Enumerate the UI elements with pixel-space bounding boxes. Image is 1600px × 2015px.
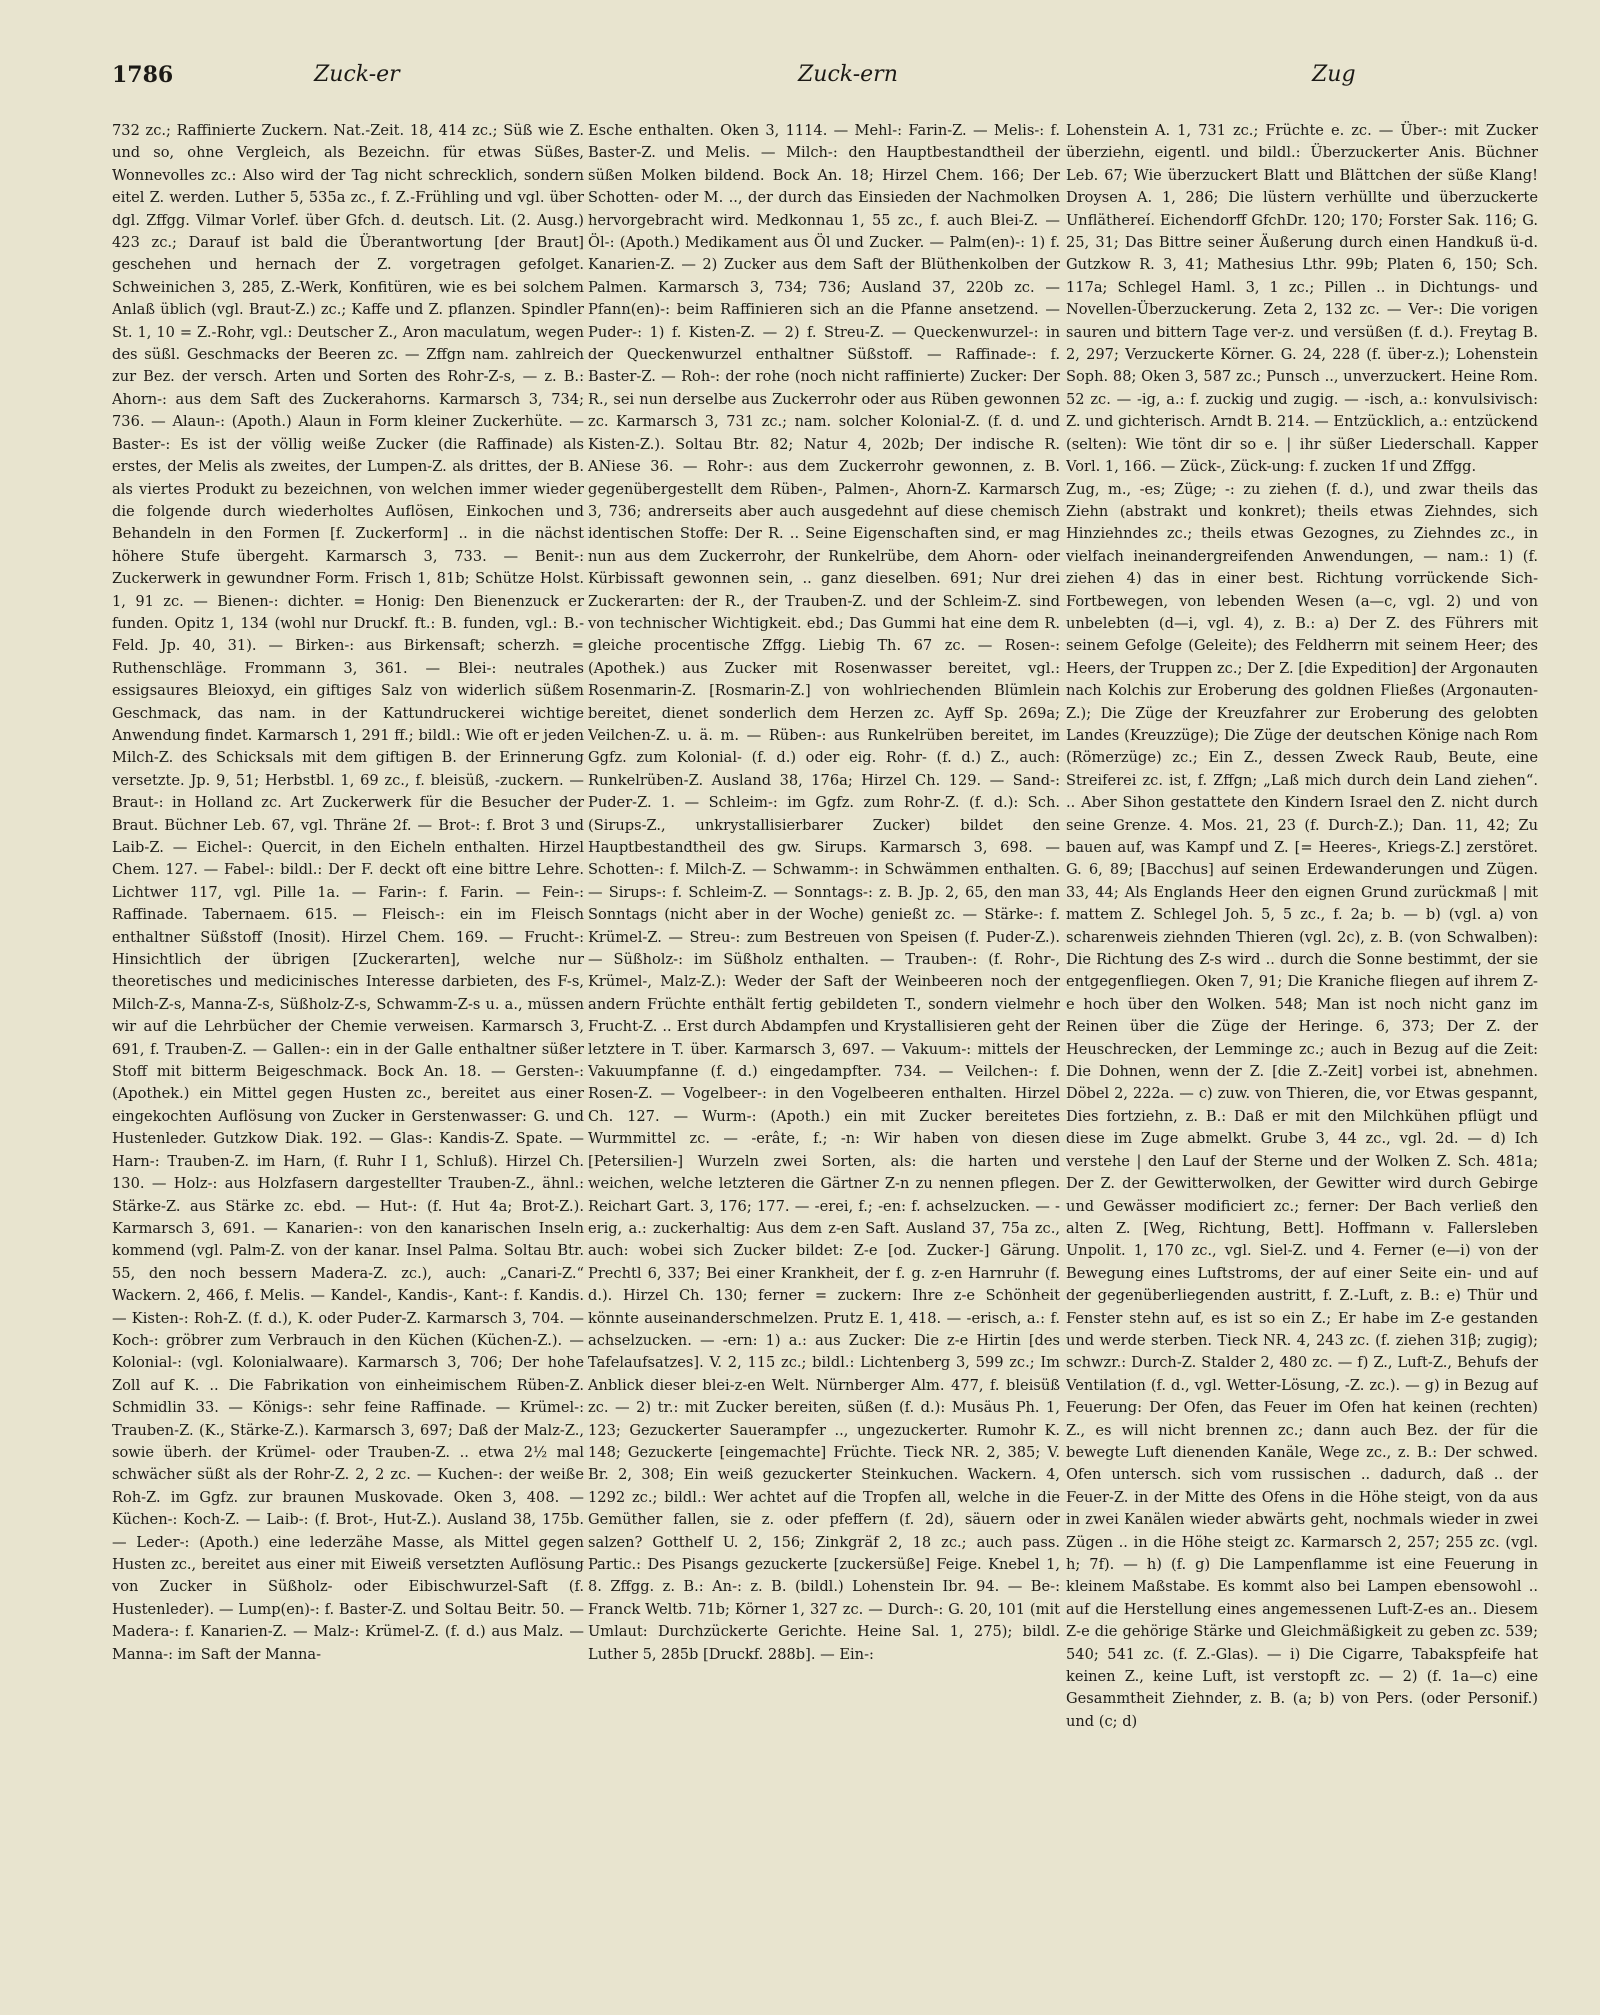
text-column-middle bbox=[588, 120, 1060, 2000]
column-text: Zug, m., -es; Züge; -: zu ziehen (f. d.), und zwar theils das Ziehn (abstrakt und konkret); theils etwas Ziehndes, sich Hinziehndes zc.; theils etwas Gezognes, zu Ziehndes zc., in vielfach ineinandergreifenden Anwendungen, — nam.: 1) (f. ziehen 4) das in einer best. Richtung vorrückende Sich-Fortbewegen, von lebenden Wesen (a—c, vgl. 2) und von unbelebten (d—i, vgl. 4), z. B.: a) Der Z. des Führers mit seinem Gefolge (Geleite); des Feldherrn mit seinem Heer; des Heers, der Truppen zc.; Der Z. [die Expedition] der Argonauten nach Kolchis zur Eroberung des goldnen Fließes (Argonauten-Z.); Die Züge der Kreuzfahrer zur Eroberung des gelobten Landes (Kreuzzüge); Die Züge der deutschen Könige nach Rom (Römerzüge) zc.; Ein Z., dessen Zweck Raub, Beute, eine Streiferei zc. ist, f. Zffgn; „Laß mich durch dein Land ziehen“. .. Aber Sihon gestattete den Kindern Israel den Z. nicht durch seine Grenze. 4. Mos. 21, 23 (f. Durch-Z.); Dan. 11, 42; Zu bauen auf, was Kampf und Z. [= Heeres-, Kriegs-Z.] zerstöret. G. 6, 89; [Bacchus] auf seinen Erdewanderungen und Zügen. 33, 44; Als Englands Heer den eignen Grund zurückmaß | mit mattem Z. Schlegel Joh. 5, 5 zc., f. 2a; b. — b) (vgl. a) von scharenweis ziehnden Thieren (vgl. 2c), z. B. (von Schwalben): Die Richtung des Z-s wird .. durch die Sonne bestimmt, der sie entgegenfliegen. Oken 7, 91; Die Kraniche fliegen auf ihrem Z-e hoch über den Wolken. 548; Man ist noch nicht ganz im Reinen über die Züge der Heringe. 6, 373; Der Z. der Heuschrecken, der Lemminge zc.; auch in Bezug auf die Zeit: Die Dohnen, wenn der Z. [die Z.-Zeit] vorbei ist, abnehmen. Döbel 2, 222a. — c) zuw. von Thieren, die, vor Etwas gespannt, Dies fortziehn, z. B.: Daß er mit den Milchkühen pflügt und diese im Zuge abmelkt. Grube 3, 44 zc., vgl. 2d. — d) Ich verstehe | den Lauf der Sterne und der Wolken Z. Sch. 481a; Der Z. der Gewitterwolken, der Gewitter wird durch Gebirge und Gewässer modificiert zc.; ferner: Der Bach verließ den alten Z. [Weg, Richtung, Bett]. Hoffmann v. Fallersleben Unpolit. 1, 170 zc., vgl. Siel-Z. und 4. Ferner (e—i) von der Bewegung eines Luftstroms, der auf einer Seite ein- und auf der gegenüberliegenden austritt, f. Z.-Luft, z. B.: e) Thür und Fenster stehn auf, es ist so ein Z.; Er habe im Z-e gestanden und werde sterben. Tieck NR. 4, 243 zc. (f. ziehen 31β; zugig); schwzr.: Durch-Z. Stalder 2, 480 zc. — f) Z., Luft-Z., Behufs der Ventilation (f. d., vgl. Wetter-Lösung, -Z. zc.). — g) in Bezug auf Feuerung: Der Ofen, das Feuer im Ofen hat keinen (rechten) Z., es will nicht brennen zc.; dann auch Bez. der für die bewegte Luft dienenden Kanäle, Wege zc., z. B.: Der schwed. Ofen untersch. sich vom russischen .. dadurch, daß .. der Feuer-Z. in der Mitte des Ofens in die Höhe steigt, von da aus in zwei Kanälen wieder abwärts geht, nochmals wieder in zwei Zügen .. in die Höhe steigt zc. Karmarsch 2, 257; 255 zc. (vgl. h; 7f). — h) (f. g) Die Lampenflamme ist eine Feuerung in kleinem Maßstabe. Es kommt also bei Lampen ebensowohl .. auf die Herstellung eines angemessenen Luft-Z-es an.. Diesem Z-e die gehörige Stärke und Gleichmäßigkeit zu geben zc. 539; 540; 541 zc. (f. Z.-Glas). — i) Die Cigarre, Tabakspfeife hat keinen Z., keine Luft, ist verstopft zc. — 2) (f. 1a—c) eine Gesammtheit Ziehnder, z. B. (a; b) von Pers. (oder Personif.) und (c; d) bbox=[1066, 480, 1538, 1730]
center-headword: Zuck-ern bbox=[798, 62, 898, 87]
column-text: 732 zc.; Raffinierte Zuckern. Nat.-Zeit. 18, 414 zc.; Süß wie Z. und so, ohne Vergleich, als Bezeichn. für etwas Süßes, Wonnevolles zc.: Also wird der Tag nicht schrecklich, sondern eitel Z. werden. Luther 5, 535a zc., f. Z.-Frühling und vgl. über dgl. Zffgg. Vilmar Vorlef. über Gfch. d. deutsch. Lit. (2. Ausg.) 423 zc.; Darauf ist bald die Überantwortung [der Braut] geschehen und hernach der Z. vorgetragen gefolget. Schweinichen 3, 285, Z.-Werk, Konfitüren, wie es bei solchem Anlaß üblich (vgl. Braut-Z.) zc.; Kaffe und Z. pflanzen. Spindler St. 1, 10 = Z.-Rohr, vgl.: Deutscher Z., Aron maculatum, wegen des süßl. Geschmacks der Beeren zc. — Zffgn nam. zahlreich zur Bez. der versch. Arten und Sorten des Rohr-Z-s, — z. B.: Ahorn-: aus dem Saft des Zuckerahorns. Karmarsch 3, 734; 736. — Alaun-: (Apoth.) Alaun in Form kleiner Zuckerhüte. — Baster-: Es ist der völlig weiße Zucker (die Raffinade) als erstes, der Melis als zweites, der Lumpen-Z. als drittes, der B. als viertes Produkt zu bezeichnen, von welchen immer wieder die folgende durch wiederholtes Auflösen, Einkochen und Behandeln in den Formen [f. Zuckerform] .. in die nächst höhere Stufe übergeht. Karmarsch 3, 733. — Benit-: Zuckerwerk in gewundner Form. Frisch 1, 81b; Schütze Holst. 1, 91 zc. — Bienen-: dichter. = Honig: Den Bienenzuck er funden. Opitz 1, 134 (wohl nur Druckf. ft.: B. funden, vgl.: B.-Feld. Jp. 40, 31). — Birken-: aus Birkensaft; scherzh. = Ruthenschläge. Frommann 3, 361. — Blei-: neutrales essigsaures Bleioxyd, ein giftiges Salz von widerlich süßem Geschmack, das nam. in der Kattundruckerei wichtige Anwendung findet. Karmarsch 1, 291 ff.; bildl.: Wie oft er jeden Milch-Z. des Schicksals mit dem giftigen B. der Erinnerung versetzte. Jp. 9, 51; Herbstbl. 1, 69 zc., f. bleisüß, -zuckern. — Braut-: in Holland zc. Art Zuckerwerk für die Besucher der Braut. Büchner Leb. 67, vgl. Thräne 2f. — Brot-: f. Brot 3 und Laib-Z. — Eichel-: Quercit, in den Eicheln enthalten. Hirzel Chem. 127. — Fabel-: bildl.: Der F. deckt oft eine bittre Lehre. Lichtwer 117, vgl. Pille 1a. — Farin-: f. Farin. — Fein-: Raffinade. Tabernaem. 615. — Fleisch-: ein im Fleisch enthaltner Süßstoff (Inosit). Hirzel Chem. 169. — Frucht-: Hinsichtlich der übrigen [Zuckerarten], welche nur theoretisches und medicinisches Interesse darbieten, des F-s, Milch-Z-s, Manna-Z-s, Süßholz-Z-s, Schwamm-Z-s u. a., müssen wir auf die Lehrbücher der Chemie verweisen. Karmarsch 3, 691, f. Trauben-Z. — Gallen-: ein in der Galle enthaltner süßer Stoff mit bitterm Beigeschmack. Bock An. 18. — Gersten-: (Apothek.) ein Mittel gegen Husten zc., bereitet aus einer eingekochten Auflösung von Zucker in Gerstenwasser: G. und Hustenleder. Gutzkow Diak. 192. — Glas-: Kandis-Z. Spate. — Harn-: Trauben-Z. im Harn, (f. Ruhr I 1, Schluß). Hirzel Ch. 130. — Holz-: aus Holzfasern dargestellter Trauben-Z., ähnl.: Stärke-Z. aus Stärke zc. ebd. — Hut-: (f. Hut 4a; Brot-Z.). Karmarsch 3, 691. — Kanarien-: von den kanarischen Inseln kommend (vgl. Palm-Z. von der kanar. Insel Palma. Soltau Btr. 55, den noch bessern Madera-Z. zc.), auch: „Canari-Z.“ Wackern. 2, 466, f. Melis. — Kandel-, Kandis-, Kant-: f. Kandis. — Kisten-: Roh-Z. (f. d.), K. oder Puder-Z. Karmarsch 3, 704. — Koch-: gröbrer zum Verbrauch in den Küchen (Küchen-Z.). — Kolonial-: (vgl. Kolonialwaare). Karmarsch 3, 706; Der hohe Zoll auf K. .. Die Fabrikation von einheimischem Rüben-Z. Schmidlin 33. — Königs-: sehr feine Raffinade. — Krümel-: Trauben-Z. (K., Stärke-Z.). Karmarsch 3, 697; Daß der Malz-Z., sowie überh. der Krümel- oder Trauben-Z. .. etwa 2½ mal schwächer süßt als der Rohr-Z. 2, 2 zc. — Kuchen-: der weiße Roh-Z. im Ggfz. zur braunen Muskovade. Oken 3, 408. — Küchen-: Koch-Z. — Laib-: (f. Brot-, Hut-Z.). Ausland 38, 175b. — Leder-: (Apoth.) eine lederzähe Masse, als Mittel gegen Husten zc., bereitet aus einer mit Eiweiß versetzten Auflösung von Zucker in Süßholz- oder Eibischwurzel-Saft (f. Hustenleder). — Lump(en)-: f. Baster-Z. und Soltau Beitr. 50. — Madera-: f. Kanarien-Z. — Malz-: Krümel-Z. (f. d.) aus Malz. — Manna-: im Saft der Manna- bbox=[112, 122, 584, 1663]
column-text: Esche enthalten. Oken 3, 1114. — Mehl-: Farin-Z. — Melis-: f. Baster-Z. und Melis. — Milch-: den Hauptbestandtheil der süßen Molken bildend. Bock An. 18; Hirzel Chem. 166; Der Schotten- oder M. .., der durch das Einsieden der Nachmolken hervorgebracht wird. Medkonnau 1, 55 zc., f. auch Blei-Z. — Öl-: (Apoth.) Medikament aus Öl und Zucker. — Palm(en)-: 1) f. Kanarien-Z. — 2) Zucker aus dem Saft der Blüthenkolben der Palmen. Karmarsch 3, 734; 736; Ausland 37, 220b zc. — Pfann(en)-: beim Raffinieren sich an die Pfanne ansetzend. — Puder-: 1) f. Kisten-Z. — 2) f. Streu-Z. — Queckenwurzel-: in der Queckenwurzel enthaltner Süßstoff. — Raffinade-: f. Baster-Z. — Roh-: der rohe (noch nicht raffinierte) Zucker: Der R., sei nun derselbe aus Zuckerrohr oder aus Rüben gewonnen zc. Karmarsch 3, 731 zc.; nam. solcher Kolonial-Z. (f. d. und Kisten-Z.). Soltau Btr. 82; Natur 4, 202b; Der indische R. ANiese 36. — Rohr-: aus dem Zuckerrohr gewonnen, z. B. gegenübergestellt dem Rüben-, Palmen-, Ahorn-Z. Karmarsch 3, 736; andrerseits aber auch ausgedehnt auf diese chemisch identischen Stoffe: Der R. .. Seine Eigenschaften sind, er mag nun aus dem Zuckerrohr, der Runkelrübe, dem Ahorn- oder Kürbissaft gewonnen sein, .. ganz dieselben. 691; Nur drei Zuckerarten: der R., der Trauben-Z. und der Schleim-Z. sind von technischer Wichtigkeit. ebd.; Das Gummi hat eine dem R. gleiche procentische Zffgg. Liebig Th. 67 zc. — Rosen-: (Apothek.) aus Zucker mit Rosenwasser bereitet, vgl.: Rosenmarin-Z. [Rosmarin-Z.] von wohlriechenden Blümlein bereitet, dienet sonderlich dem Herzen zc. Ayff Sp. 269a; Veilchen-Z. u. ä. m. — Rüben-: aus Runkelrüben bereitet, im Ggfz. zum Kolonial- (f. d.) oder eig. Rohr- (f. d.) Z., auch: Runkelrüben-Z. Ausland 38, 176a; Hirzel Ch. 129. — Sand-: Puder-Z. 1. — Schleim-: im Ggfz. zum Rohr-Z. (f. d.): Sch. (Sirups-Z., unkrystallisierbarer Zucker) bildet den Hauptbestandtheil des gw. Sirups. Karmarsch 3, 698. — Schotten-: f. Milch-Z. — Schwamm-: in Schwämmen enthalten. — Sirups-: f. Schleim-Z. — Sonntags-: z. B. Jp. 2, 65, den man Sonntags (nicht aber in der Woche) genießt zc. — Stärke-: f. Krümel-Z. — Streu-: zum Bestreuen von Speisen (f. Puder-Z.). — Süßholz-: im Süßholz enthalten. — Trauben-: (f. Rohr-, Krümel-, Malz-Z.): Weder der Saft der Weinbeeren noch der andern Früchte enthält fertig gebildeten T., sondern vielmehr Frucht-Z. .. Erst durch Abdampfen und Krystallisieren geht der letztere in T. über. Karmarsch 3, 697. — Vakuum-: mittels der Vakuumpfanne (f. d.) eingedampfter. 734. — Veilchen-: f. Rosen-Z. — Vogelbeer-: in den Vogelbeeren enthalten. Hirzel Ch. 127. — Wurm-: (Apoth.) ein mit Zucker bereitetes Wurmmittel zc. — -erâte, f.; -n: Wir haben von diesen [Petersilien-] Wurzeln zwei Sorten, als: die harten und weichen, welche letzteren die Gärtner Z-n zu nennen pflegen. Reichart Gart. 3, 176; 177. — -erei, f.; -en: f. achselzucken. — -erig, a.: zuckerhaltig: Aus dem z-en Saft. Ausland 37, 75a zc., auch: wobei sich Zucker bildet: Z-e [od. Zucker-] Gärung. Prechtl 6, 337; Bei einer Krankheit, der f. g. z-en Harnruhr (f. d.). Hirzel Ch. 130; ferner = zuckern: Ihre z-e Schönheit könnte auseinanderschmelzen. Prutz E. 1, 418. — -erisch, a.: f. achselzucken. — -ern: 1) a.: aus Zucker: Die z-e Hirtin [des Tafelaufsatzes]. V. 2, 115 zc.; bildl.: Lichtenberg 3, 599 zc.; Im Anblick dieser blei-z-en Welt. Nürnberger Alm. 477, f. bleisüß zc. — 2) tr.: mit Zucker bereiten, süßen (f. d.): Musäus Ph. 1, 123; Gezuckerter Sauerampfer .., ungezuckerter. Rumohr K. 148; Gezuckerte [eingemachte] Früchte. Tieck NR. 2, 385; V. Br. 2, 308; Ein weiß gezuckerter Steinkuchen. Wackern. 4, 1292 zc.; bildl.: Wer achtet auf die Tropfen all, welche in die Gemüther fallen, sie z. oder pfeffern (f. 2d), säuern oder salzen? Gotthelf U. 2, 156; Zinkgräf 2, 18 zc.; auch pass. Partic.: Des Pisangs gezuckerte [zuckersüße] Feige. Knebel 1, 8. Zffgg. z. B.: An-: z. B. (bildl.) Lohenstein Ibr. 94. — Be-: Franck Weltb. 71b; Körner 1, 327 zc. — Durch-: G. 20, 101 (mit Umlaut: Durchzückerte Gerichte. Heine Sal. 1, 275); bildl. Luther 5, 285b [Druckf. 288b]. — Ein-: bbox=[588, 122, 1060, 1663]
left-headword: Zuck-er bbox=[314, 62, 400, 87]
page-number: 1786 bbox=[112, 62, 174, 88]
text-column-left bbox=[112, 120, 584, 2000]
column-text: Lohenstein A. 1, 731 zc.; Früchte e. zc. — Über-: mit Zucker überziehn, eigentl. und bildl.: Überzuckerter Anis. Büchner Leb. 67; Wie überzuckert Blatt und Blättchen der süße Klang! Droysen A. 1, 286; Die lüstern verhüllte und überzuckerte Unfläthereí. Eichendorff GfchDr. 120; 170; Forster Sak. 116; G. 25, 31; Das Bittre seiner Äußerung durch einen Handkuß ü-d. Gutzkow R. 3, 41; Mathesius Lthr. 99b; Platen 6, 150; Sch. 117a; Schlegel Haml. 3, 1 zc.; Pillen .. in Dichtungs- und Novellen-Überzuckerung. Zeta 2, 132 zc. — Ver-: Die vorigen sauren und bittern Tage ver-z. und versüßen (f. d.). Freytag B. 2, 297; Verzuckerte Körner. G. 24, 228 (f. über-z.); Lohenstein Soph. 88; Oken 3, 587 zc.; Punsch .., unverzuckert. Heine Rom. 52 zc. — -ig, a.: f. zuckig und zugig. — -isch, a.: konvulsivisch: Z. und gichterisch. Arndt B. 214. — Entzücklich, a.: entzückend (selten): Wie tönt dir so e. | ihr süßer Liederschall. Kapper Vorl. 1, 166. — Zück-, Zück-ung: f. zucken 1f und Zffgg. bbox=[1066, 122, 1538, 476]
right-headword: Zug bbox=[1312, 62, 1356, 87]
text-column-right bbox=[1066, 120, 1538, 2000]
page-header bbox=[0, 62, 1600, 102]
